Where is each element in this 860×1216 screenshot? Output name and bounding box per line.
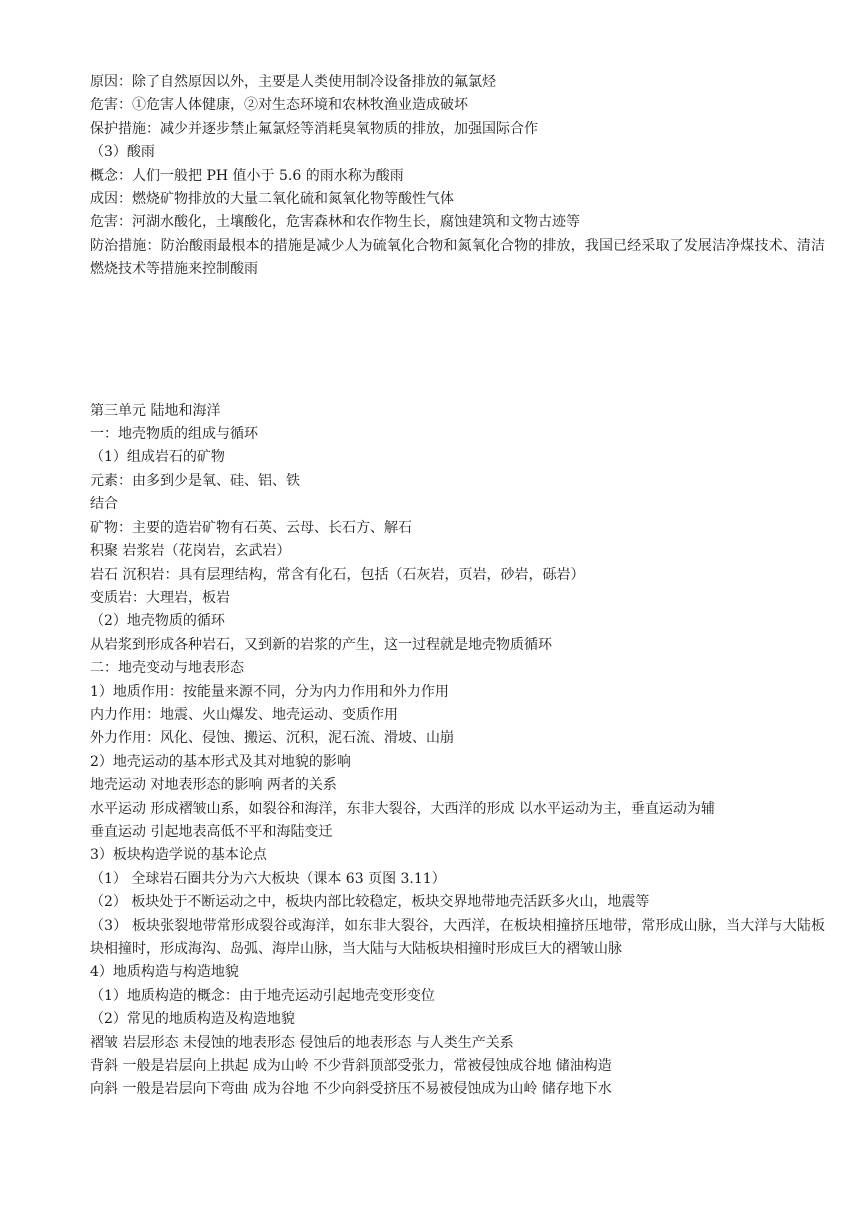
text-line: 二：地壳变动与地表形态 (90, 660, 244, 677)
text-line: 地壳运动 对地表形态的影响 两者的关系 (90, 777, 337, 794)
text-line: （1）组成岩石的矿物 (90, 449, 225, 466)
text-line: 积聚 岩浆岩（花岗岩，玄武岩） (90, 543, 291, 560)
text-line: 危害：①危害人体健康，②对生态环境和农林牧渔业造成破坏 (90, 97, 468, 114)
text-line: 从岩浆到形成各种岩石，又到新的岩浆的产生，这一过程就是地壳物质循环 (90, 636, 552, 653)
text-line: 垂直运动 引起地表高低不平和海陆变迁 (90, 823, 333, 840)
text-line: （1） 全球岩石圈共分为六大板块（课本 63 页图 3.11） (90, 870, 446, 887)
blank-gap (90, 282, 825, 400)
text-line: 元素：由多到少是氧、硅、铝、铁 (90, 472, 300, 489)
text-line: 概念：人们一般把 PH 值小于 5.6 的雨水称为酸雨 (90, 167, 404, 184)
text-line: 3）板块构造学说的基本论点 (90, 847, 267, 864)
text-line: （1）地质构造的概念：由于地壳运动引起地壳变形变位 (90, 987, 435, 1004)
text-line: （2）常见的地质构造及构造地貌 (90, 1011, 295, 1028)
text-line: 4）地质构造与构造地貌 (90, 964, 239, 981)
document-page (90, 71, 825, 1102)
text-line: 岩石 沉积岩：具有层理结构，常含有化石，包括（石灰岩，页岩，砂岩，砾岩） (90, 566, 585, 583)
text-line: 原因：除了自然原因以外，主要是人类使用制冷设备排放的氟氯烃 (90, 74, 496, 90)
text-paragraph: 防治措施：防治酸雨最根本的措施是减少人为硫氧化合物和氮氧化合物的排放，我国已经采取了发展洁净煤技术、清洁燃烧技术等措施来控制酸雨 (90, 237, 825, 278)
text-line: 成因：燃烧矿物排放的大量二氧化硫和氮氧化物等酸性气体 (90, 191, 454, 208)
ozone-acid-rain-block (90, 71, 825, 282)
text-line: 内力作用：地震、火山爆发、地壳运动、变质作用 (90, 706, 398, 723)
text-line: 危害：河湖水酸化，土壤酸化，危害森林和农作物生长，腐蚀建筑和文物古迹等 (90, 214, 580, 231)
text-line: 一：地壳物质的组成与循环 (90, 426, 258, 443)
text-line: 保护措施：减少并逐步禁止氟氯烃等消耗臭氧物质的排放，加强国际合作 (90, 120, 538, 137)
text-line: （2） 板块处于不断运动之中，板块内部比较稳定，板块交界地带地壳活跃多火山，地震等 (90, 894, 650, 911)
text-line: 2）地壳运动的基本形式及其对地貌的影响 (90, 753, 351, 770)
text-line: （3）酸雨 (90, 144, 155, 161)
text-line: 外力作用：风化、侵蚀、搬运、沉积，泥石流、滑坡、山崩 (90, 730, 454, 747)
text-line: （2）地壳物质的循环 (90, 613, 225, 630)
text-line: 变质岩：大理岩，板岩 (90, 589, 230, 606)
text-line: 矿物：主要的造岩矿物有石英、云母、长石方、解石 (90, 519, 412, 536)
text-line: 1）地质作用：按能量来源不同，分为内力作用和外力作用 (90, 683, 449, 700)
text-paragraph: （3） 板块张裂地带常形成裂谷或海洋，如东非大裂谷，大西洋，在板块相撞挤压地带，常形成山脉，当大洋与大陆板块相撞时，形成海沟、岛弧、海岸山脉，当大陆与大陆板块相撞时形成巨大的褶皱山脉 (90, 917, 825, 957)
text-line: 褶皱 岩层形态 未侵蚀的地表形态 侵蚀后的地表形态 与人类生产关系 (90, 1034, 514, 1051)
text-line: 向斜 一般是岩层向下弯曲 成为谷地 不少向斜受挤压不易被侵蚀成为山岭 储存地下水 (90, 1081, 612, 1098)
unit-three-block (90, 400, 825, 1102)
text-line: 水平运动 形成褶皱山系，如裂谷和海洋，东非大裂谷，大西洋的形成 以水平运动为主，垂直运动为辅 (90, 800, 715, 817)
text-line: 背斜 一般是岩层向上拱起 成为山岭 不少背斜顶部受张力，常被侵蚀成谷地 储油构造 (90, 1058, 612, 1075)
unit-heading: 第三单元 陆地和海洋 (90, 402, 221, 419)
text-line: 结合 (90, 496, 118, 513)
